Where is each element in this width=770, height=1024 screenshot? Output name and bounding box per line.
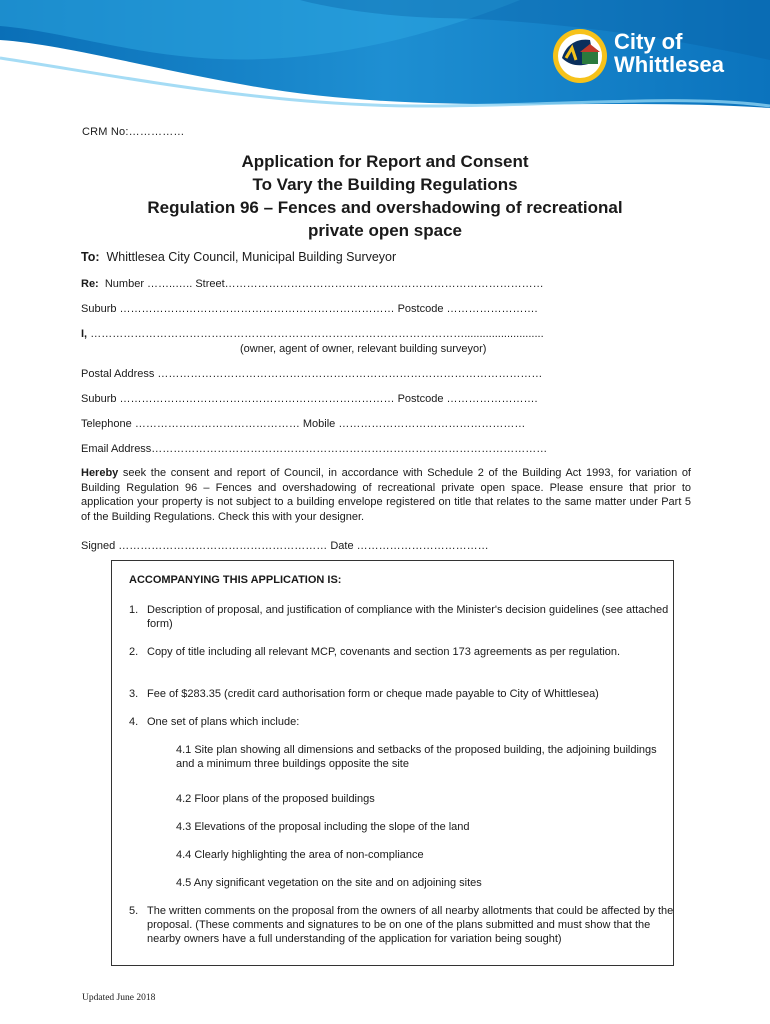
telephone-field[interactable]: Telephone ……………………………………… Mobile …………………………………………… <box>81 418 526 430</box>
applicant-name-field[interactable]: ………………………………………………………………………………………….......................... <box>90 328 544 340</box>
item-number: 3. <box>129 688 139 700</box>
sub-list-item: 4.1 Site plan showing all dimensions and setbacks of the proposed building, the adjoining buildings and a minimum three buildings opposite the site <box>176 744 657 770</box>
to-line <box>81 250 396 264</box>
owner-note: (owner, agent of owner, relevant building surveyor) <box>240 343 487 355</box>
hereby-text: seek the consent and report of Council, in accordance with Schedule 2 of the Building Act 1993, for variation of Building Regulation 96 – Fences and overshadowing of recreational private open space. Please ensure that prior to application your property is not subject to a building envelope registered on title that relates to the same matter under Part 5 of the Building Regulations. Check this with your designer. <box>81 467 691 523</box>
sub-list-item: 4.4 Clearly highlighting the area of non-compliance <box>176 849 424 861</box>
header-banner <box>0 0 770 120</box>
item-number: 5. <box>129 905 139 917</box>
item-text: Copy of title including all relevant MCP, covenants and section 173 agreements as per regulation. <box>147 646 621 658</box>
re-line[interactable] <box>81 278 544 290</box>
email-field[interactable]: Email Address……………………………………………………………………………………………… <box>81 443 548 455</box>
item-number: 2. <box>129 646 139 658</box>
city-logo <box>552 28 732 84</box>
logo-text <box>614 30 724 76</box>
item-text: Description of proposal, and justification of compliance with the Minister's decision guidelines (see attached form) <box>147 604 669 630</box>
sub-list-item: 4.5 Any significant vegetation on the site and on adjoining sites <box>176 877 482 889</box>
crm-number: CRM No:…………… <box>82 126 185 138</box>
item-text: The written comments on the proposal from the owners of all nearby allotments that could be affected by the proposal. (These comments and signatures to be on one of the plans submitted and must show that the nearby owners have a full understanding of the application for variation being sought) <box>147 905 674 945</box>
item-text: One set of plans which include: <box>147 716 300 728</box>
title-line-2: To Vary the Building Regulations <box>252 175 518 194</box>
sub-list-item: 4.3 Elevations of the proposal including the slope of the land <box>176 821 470 833</box>
to-value: Whittlesea City Council, Municipal Building Surveyor <box>106 250 397 264</box>
to-label: To: <box>81 250 100 264</box>
i-label: I, <box>81 328 88 340</box>
re-field[interactable]: Number ……..….. Street…………………………………………………………………………… <box>104 278 544 290</box>
postal-address-field[interactable]: Postal Address …………………………………………………………………………………………… <box>81 368 543 380</box>
consent-paragraph <box>81 466 691 524</box>
accompanying-heading: ACCOMPANYING THIS APPLICATION IS: <box>129 574 342 586</box>
title-line-4: private open space <box>307 221 462 240</box>
hereby-label: Hereby <box>81 467 119 479</box>
footer-updated: Updated June 2018 <box>82 993 156 1003</box>
city-emblem-icon <box>552 28 608 84</box>
sub-list-item: 4.2 Floor plans of the proposed buildings <box>176 793 375 805</box>
document-title <box>60 150 710 242</box>
applicant-line[interactable] <box>81 328 544 340</box>
suburb-field-2[interactable]: Suburb ………………………………………………………………… Postcode ……………………. <box>81 393 538 405</box>
item-text: Fee of $283.35 (credit card authorisation form or cheque made payable to City of Whittlesea) <box>147 688 599 700</box>
re-label: Re: <box>81 278 99 290</box>
item-number: 1. <box>129 604 139 616</box>
title-line-1: Application for Report and Consent <box>241 152 529 171</box>
signed-field[interactable]: Signed ………………………………………………… Date ……………………………… <box>81 540 489 552</box>
item-number: 4. <box>129 716 139 728</box>
title-line-3: Regulation 96 – Fences and overshadowing of recreational <box>147 198 623 217</box>
logo-line-1: City of <box>614 29 683 54</box>
logo-line-2: Whittlesea <box>614 52 725 77</box>
suburb-field-1[interactable]: Suburb ………………………………………………………………… Postcode ……………………. <box>81 303 538 315</box>
